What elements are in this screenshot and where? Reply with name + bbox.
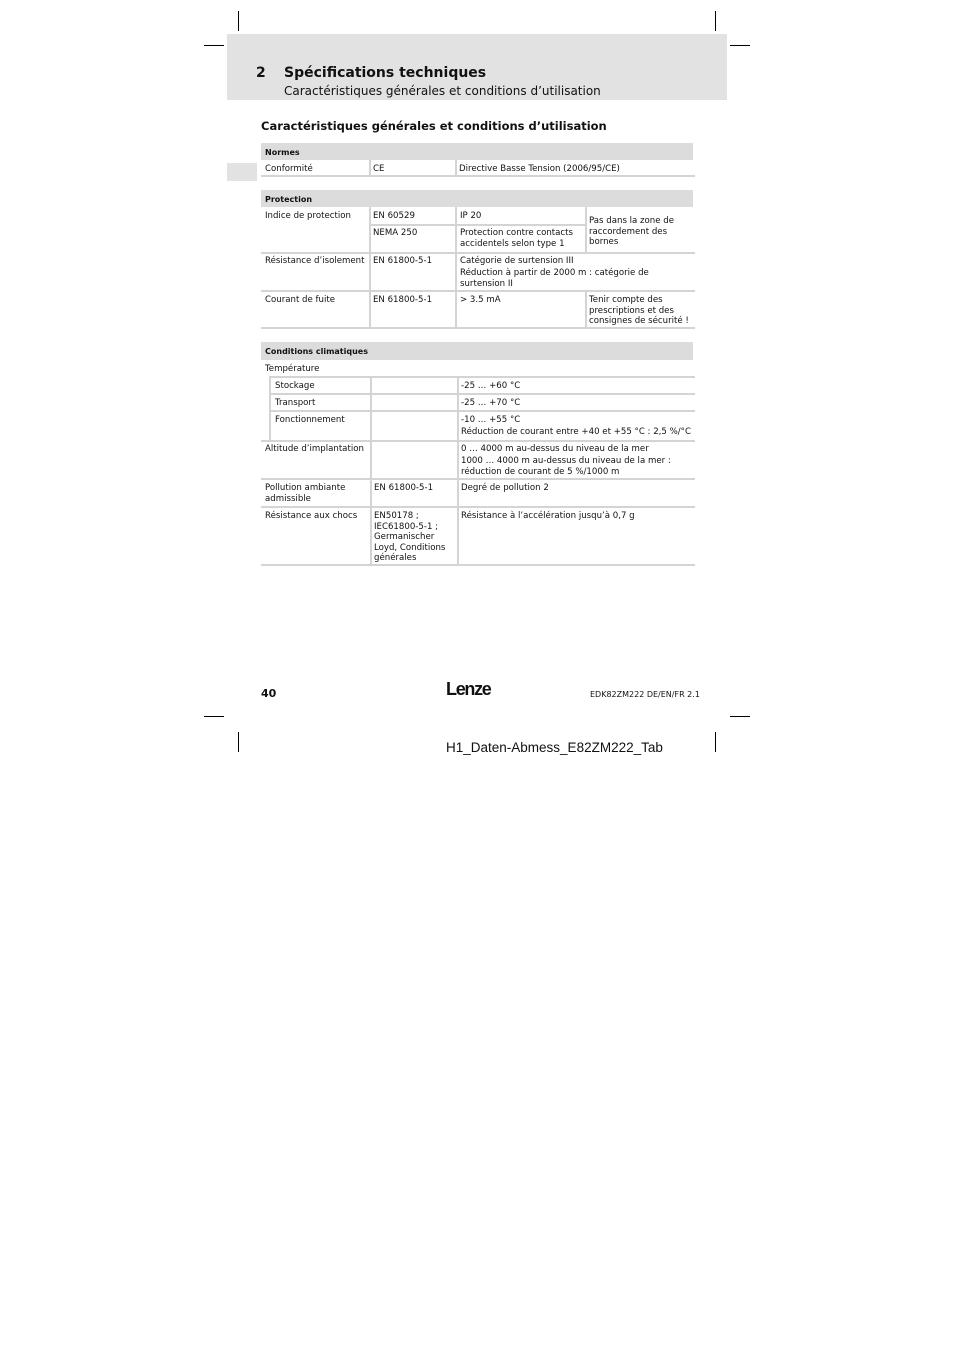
climat-heading: Conditions climatiques [265,347,368,356]
fuite-label: Courant de fuite [265,295,336,305]
indice-value-2: Protection contre contacts accidentels selon type 1 [460,228,574,249]
normes-heading: Normes [265,148,300,157]
table-rule [455,207,457,329]
table-rule [261,290,695,292]
transport-label: Transport [275,398,316,408]
table-rule [371,224,586,226]
altitude-value-1: 0 … 4000 m au-dessus du niveau de la mer [461,444,649,454]
fonctionnement-value-1: -10 … +55 °C [461,415,521,425]
stockage-label: Stockage [275,381,315,391]
chocs-value: Résistance à l’accélération jusqu’à 0,7 g [461,511,635,521]
table-rule [261,175,695,177]
fonctionnement-value-2: Réduction de courant entre +40 et +55 °C : 2,5 %/°C [461,427,691,437]
crop-mark [715,11,716,31]
protection-heading-band [261,190,693,207]
document-code: EDK82ZM222 DE/EN/FR 2.1 [590,690,700,699]
table-rule [261,506,695,508]
table-rule [261,327,695,329]
lenze-logo: Lenze [446,679,491,699]
table-rule [369,207,371,329]
fuite-standard: EN 61800-5-1 [373,295,433,305]
conformite-label: Conformité [265,164,313,174]
indice-standard-1: EN 60529 [373,211,415,221]
stockage-value: -25 … +60 °C [461,381,521,391]
chocs-label: Résistance aux chocs [265,511,358,521]
isolement-label: Résistance d’isolement [265,256,365,266]
table-rule [269,376,271,440]
indice-value-1: IP 20 [460,211,482,221]
chapter-title: Spécifications techniques [284,65,487,81]
crop-mark [730,716,750,717]
table-rule [269,376,695,378]
normes-heading-band [261,143,693,160]
transport-value: -25 … +70 °C [461,398,521,408]
altitude-label: Altitude d’implantation [265,444,364,454]
table-rule [261,440,695,442]
table-rule [261,478,695,480]
crop-mark [204,45,224,46]
indice-note: Pas dans la zone de raccordement des bornes [589,216,675,247]
crop-mark [715,732,716,752]
fuite-value: > 3.5 mA [460,295,501,305]
pollution-value: Degré de pollution 2 [461,483,549,493]
table-rule [370,376,372,566]
table-rule [269,410,695,412]
chapter-subtitle: Caractéristiques générales et conditions d’utilisation [284,84,601,98]
chocs-standard: EN50178 ; IEC61800-5-1 ; Germanischer Loyd, Conditions générales [374,511,446,563]
crop-mark [238,11,239,31]
table-rule [585,207,587,254]
isolement-value-2: Réduction à partir de 2000 m : catégorie de surtension II [460,268,649,289]
altitude-value-2: 1000 … 4000 m au-dessus du niveau de la mer : réduction de courant de 5 %/1000 m [461,456,671,477]
conformite-value: Directive Basse Tension (2006/95/CE) [459,164,620,174]
table-rule [261,252,695,254]
isolement-value-1: Catégorie de surtension III [460,256,574,266]
page-number: 40 [261,687,277,700]
table-rule [269,393,695,395]
crop-mark [730,45,750,46]
file-label: H1_Daten-Abmess_E82ZM222_Tab [446,740,663,755]
crop-mark [204,716,224,717]
table-rule [585,290,587,329]
chapter-number: 2 [256,65,266,81]
climat-heading-band [261,342,693,360]
isolement-standard: EN 61800-5-1 [373,256,433,266]
indice-standard-2: NEMA 250 [373,228,418,238]
pollution-standard: EN 61800-5-1 [374,483,434,493]
temperature-label: Température [265,364,320,374]
table-rule [457,376,459,566]
fonctionnement-label: Fonctionnement [275,415,345,425]
crop-mark [238,732,239,752]
indice-label: Indice de protection [265,211,351,221]
fuite-note: Tenir compte des prescriptions et des consignes de sécurité ! [589,295,689,326]
section-title: Caractéristiques générales et conditions d’utilisation [261,119,607,133]
pollution-label: Pollution ambiante admissible [265,483,346,504]
side-tab-marker [227,163,257,181]
protection-heading: Protection [265,195,313,204]
conformite-standard: CE [373,164,385,174]
table-rule [261,564,695,566]
